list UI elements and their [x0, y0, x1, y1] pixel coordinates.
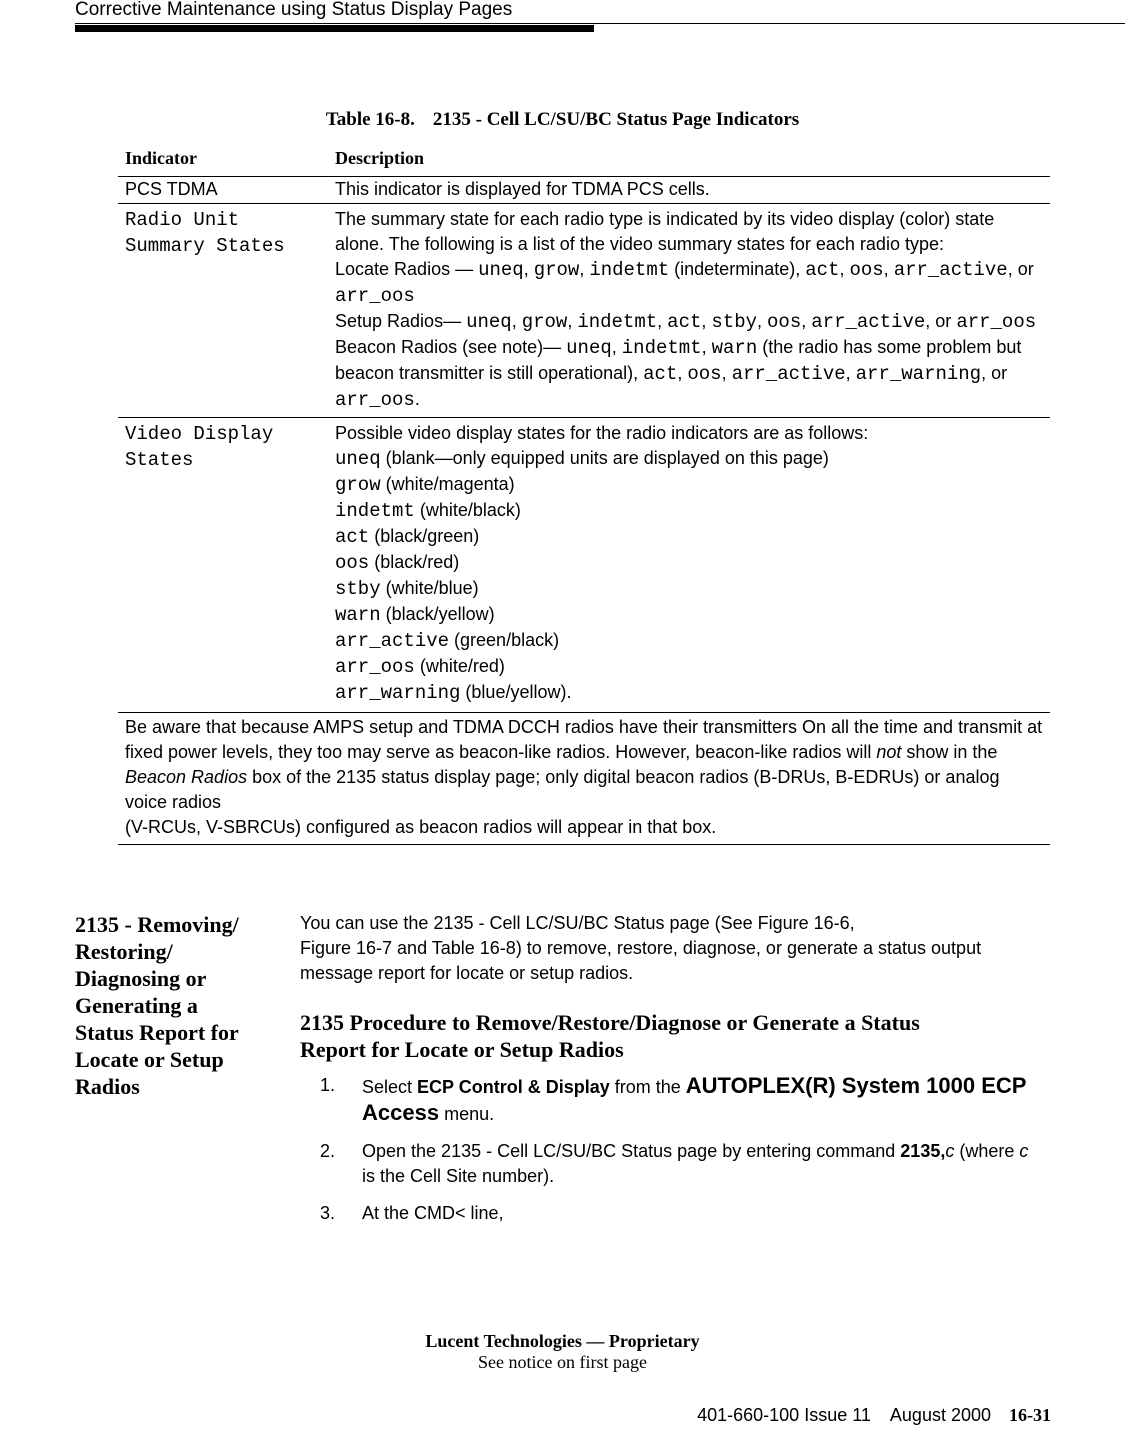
state-code: oos: [767, 311, 802, 333]
state-code: indetmt: [335, 500, 415, 522]
menu-item-name: ECP Control & Display: [417, 1077, 610, 1097]
sep: ,: [701, 311, 712, 331]
side-heading-line: Status Report for: [75, 1020, 239, 1045]
side-heading-line: Locate or Setup: [75, 1047, 224, 1072]
footer-doc-info: [697, 1405, 1051, 1426]
sep: ,: [511, 311, 522, 331]
state-desc: (white/black): [414, 500, 521, 520]
state-code: oos: [687, 363, 722, 385]
video-state: [335, 524, 1042, 550]
video-state: [335, 680, 1042, 706]
state-code: arr_active: [335, 630, 450, 652]
indicator-line: Radio Unit: [125, 209, 240, 231]
indicator-line: States: [125, 449, 194, 471]
description-video-display-states: [326, 418, 1050, 713]
sep: ,: [845, 363, 856, 383]
table-row: [118, 418, 1050, 713]
state-code: arr_oos: [335, 656, 415, 678]
sep: ,: [701, 337, 712, 357]
state-code: uneq: [478, 259, 524, 281]
video-state: [335, 472, 1042, 498]
step-text-part: (where: [954, 1141, 1020, 1161]
state-code: arr_active: [811, 311, 926, 333]
locate-radios-states: [335, 259, 1034, 305]
command-variable: c: [1019, 1141, 1029, 1161]
column-header-indicator: Indicator: [118, 146, 326, 177]
state-code: act: [667, 311, 702, 333]
footer-company: Lucent Technologies — Proprietary: [425, 1331, 700, 1351]
command-text: 2135,: [900, 1141, 946, 1161]
step-text: [362, 1073, 1040, 1127]
state-code: uneq: [566, 337, 612, 359]
video-state: [335, 498, 1042, 524]
procedure-steps: [320, 1073, 1040, 1238]
sep: ,: [883, 259, 894, 279]
side-heading-line: 2135 - Removing/: [75, 912, 239, 937]
command-variable: c: [945, 1141, 955, 1161]
sep: , or: [1007, 259, 1034, 279]
beacon-radios-states: [335, 337, 1021, 409]
step-1: [320, 1073, 1040, 1127]
state-desc: (white/blue): [380, 578, 479, 598]
state-code: indetmt: [589, 259, 670, 281]
sep: ,: [721, 363, 732, 383]
state-code: grow: [521, 311, 568, 333]
step-text-part: Select: [362, 1077, 418, 1097]
state-code: arr_active: [731, 363, 846, 385]
state-desc: (green/black): [449, 630, 560, 650]
page-number: 16-31: [1009, 1405, 1051, 1425]
state-desc: (blue/yellow).: [460, 682, 572, 702]
table-title: 2135 - Cell LC/SU/BC Status Page Indicators: [432, 109, 800, 130]
sep: ,: [611, 337, 622, 357]
indicator-pcs-tdma: PCS TDMA: [118, 177, 326, 204]
state-code: stby: [335, 578, 381, 600]
state-code: arr_oos: [335, 389, 415, 411]
indicator-line: Summary States: [125, 235, 285, 257]
summary-intro: The summary state for each radio type is indicated by its video display (color) state alone. The following is a list of the video summary states for each radio type:: [335, 209, 995, 254]
table-row: [118, 177, 1050, 204]
sep: ,: [657, 311, 668, 331]
state-code: warn: [711, 337, 758, 359]
state-code: arr_active: [893, 259, 1008, 281]
setup-radios-states: [335, 311, 1036, 331]
table-number: Table 16-8.: [325, 109, 415, 130]
step-3: [320, 1201, 1040, 1226]
sep: , or: [925, 311, 957, 331]
indicator-table: [118, 146, 1050, 845]
indicator-radio-unit-summary: [118, 204, 326, 418]
sep: ,: [523, 259, 534, 279]
state-code: act: [335, 526, 370, 548]
note-text: box of the 2135 status display page; only digital beacon radios (B-DRUs, B-EDRUs) or analog voice radios: [125, 767, 1000, 812]
indicator-line: Video Display: [125, 423, 274, 445]
step-number: 3.: [320, 1203, 336, 1223]
state-code: oos: [335, 552, 370, 574]
state-code: uneq: [335, 448, 381, 470]
side-heading-line: Generating a: [75, 993, 198, 1018]
state-desc: (blank—only equipped units are displayed on this page): [380, 448, 829, 468]
state-code: arr_oos: [335, 285, 415, 307]
column-header-description: Description: [326, 146, 1050, 177]
video-state: [335, 446, 1042, 472]
state-code: arr_warning: [855, 363, 982, 385]
note-emphasis: Beacon Radios: [125, 767, 248, 787]
intro-paragraph: [300, 911, 1040, 986]
beacon-label: Beacon Radios (see note)—: [335, 337, 567, 357]
sep: ,: [677, 363, 688, 383]
sep: ,: [579, 259, 590, 279]
procedure-heading-line: 2135 Procedure to Remove/Restore/Diagnose or Generate a Status: [300, 1010, 920, 1035]
indeterminate-note: (indeterminate),: [669, 259, 806, 279]
step-text: At the CMD< line,: [362, 1203, 504, 1223]
sep: , or: [981, 363, 1008, 383]
intro-line: You can use the 2135 - Cell LC/SU/BC Status page (See Figure 16-6,: [300, 913, 855, 933]
menu-name: AUTOPLEX(R) System 1000 ECP Access: [362, 1073, 1027, 1125]
video-states-intro: Possible video display states for the radio indicators are as follows:: [335, 423, 869, 443]
section-side-heading: [75, 911, 275, 1100]
side-heading-line: Diagnosing or: [75, 966, 207, 991]
note-emphasis: not: [876, 742, 902, 762]
side-heading-line: Restoring/: [75, 939, 173, 964]
state-code: grow: [533, 259, 580, 281]
side-heading-line: Radios: [75, 1074, 140, 1099]
step-text-part: from the: [609, 1077, 686, 1097]
sep: ,: [757, 311, 768, 331]
step-2: [320, 1139, 1040, 1189]
state-code: arr_oos: [956, 311, 1037, 333]
state-code: oos: [849, 259, 884, 281]
procedure-heading: [300, 1009, 1040, 1063]
step-number: 2.: [320, 1141, 336, 1161]
sep: ,: [801, 311, 812, 331]
running-header: Corrective Maintenance using Status Display Pages: [75, 0, 513, 20]
state-desc: (black/green): [369, 526, 480, 546]
video-state: [335, 654, 1042, 680]
state-code: indetmt: [621, 337, 702, 359]
sep: ,: [839, 259, 850, 279]
video-state: [335, 576, 1042, 602]
header-bar: [75, 25, 594, 32]
table-caption: [0, 109, 1125, 131]
doc-id: 401-660-100 Issue 11 August 2000: [697, 1405, 991, 1425]
locate-label: Locate Radios —: [335, 259, 479, 279]
state-code: arr_warning: [335, 682, 461, 704]
state-code: act: [643, 363, 678, 385]
step-text-part: Open the 2135 - Cell LC/SU/BC Status page by entering command: [362, 1141, 901, 1161]
setup-label: Setup Radios—: [335, 311, 467, 331]
state-code: uneq: [466, 311, 512, 333]
procedure-heading-line: Report for Locate or Setup Radios: [300, 1037, 624, 1062]
step-number: 1.: [320, 1075, 336, 1095]
beacon-note: (the radio has some problem but beacon transmitter is still operational),: [335, 337, 1022, 383]
video-state: [335, 628, 1042, 654]
table-row: [118, 204, 1050, 418]
note-text: Be aware that because AMPS setup and TDMA DCCH radios have their transmitters On all the time and transmit at fixed power levels, they too may serve as beacon-like radios. However, beacon-like radios will: [125, 717, 1043, 762]
state-desc: (black/yellow): [380, 604, 495, 624]
description-radio-unit-summary: [326, 204, 1050, 418]
step-text: [362, 1139, 1040, 1189]
footer-notice: See notice on first page: [478, 1352, 647, 1372]
video-state: [335, 550, 1042, 576]
intro-line: Figure 16-7 and Table 16-8) to remove, restore, diagnose, or generate a status output message report for locate or setup radios.: [300, 938, 982, 983]
indicator-video-display-states: [118, 418, 326, 713]
table-note: [118, 713, 1050, 845]
step-text-part: is the Cell Site number).: [362, 1166, 555, 1186]
state-code: warn: [335, 604, 381, 626]
sep: ,: [567, 311, 578, 331]
state-code: indetmt: [577, 311, 658, 333]
state-code: stby: [711, 311, 758, 333]
header-rule: [75, 23, 1125, 24]
state-code: grow: [335, 474, 381, 496]
state-code: act: [805, 259, 840, 281]
note-text: show in the: [901, 742, 998, 762]
video-state: [335, 602, 1042, 628]
state-desc: (black/red): [369, 552, 460, 572]
step-text-part: menu.: [439, 1104, 495, 1124]
sep: .: [414, 389, 420, 409]
description-pcs-tdma: This indicator is displayed for TDMA PCS cells.: [326, 177, 1050, 204]
note-text: (V-RCUs, V-SBRCUs) configured as beacon radios will appear in that box.: [125, 817, 717, 837]
table-note-row: [118, 713, 1050, 845]
state-desc: (white/magenta): [380, 474, 515, 494]
state-desc: (white/red): [414, 656, 505, 676]
